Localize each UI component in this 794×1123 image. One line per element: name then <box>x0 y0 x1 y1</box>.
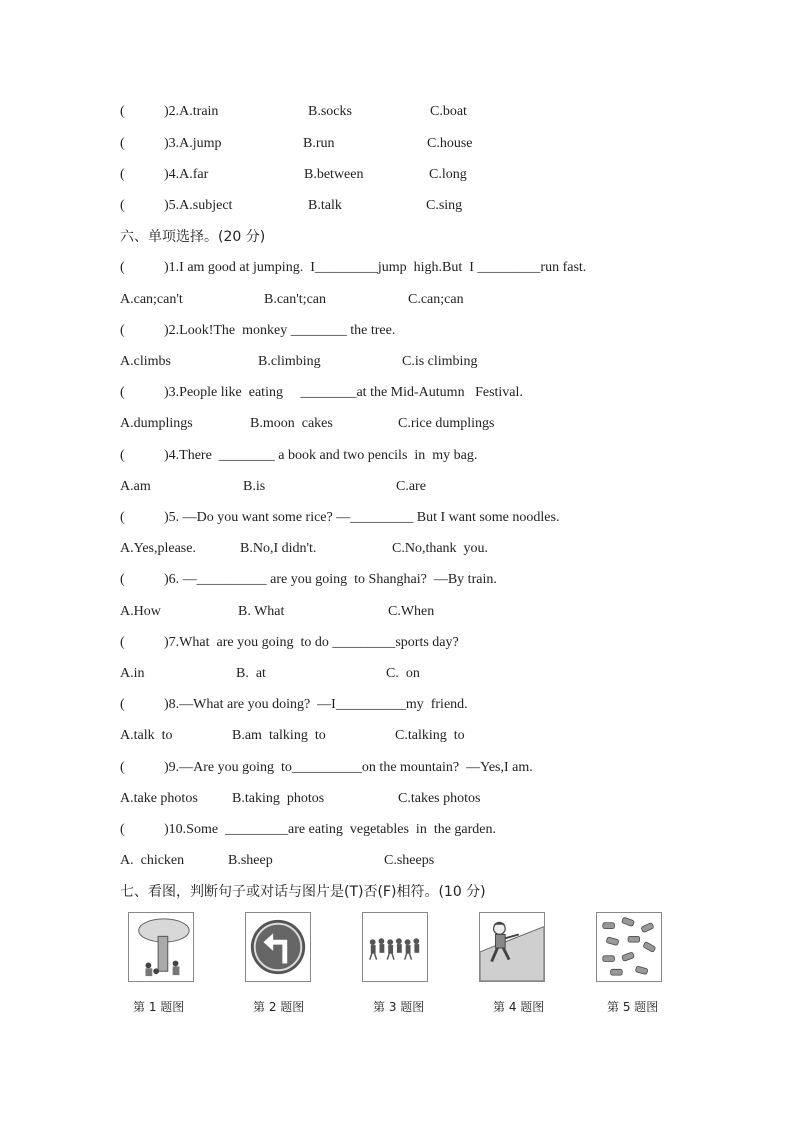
option-c: C.are <box>396 479 426 494</box>
option-c: C.talking to <box>395 728 465 743</box>
picture-1 <box>128 912 194 982</box>
option-a: A.am <box>120 479 151 494</box>
answer-bracket[interactable]: ( <box>120 385 125 400</box>
section7-title: 七、看图，判断句子或对话与图片是(T)否(F)相符。(10 分) <box>120 884 486 900</box>
option-c: C.sheeps <box>384 853 435 868</box>
tree-children-icon <box>129 913 193 981</box>
picture-5-caption: 第 5 题图 <box>607 1000 659 1014</box>
answer-bracket[interactable]: ( <box>120 260 125 275</box>
children-running-icon <box>363 913 427 981</box>
answer-bracket[interactable]: ( <box>120 697 125 712</box>
option-a: )2.A.train <box>164 104 219 119</box>
option-c: C.boat <box>430 104 467 119</box>
question-text: )4.There ________ a book and two pencils in my bag. <box>164 448 478 463</box>
question-text: )5. —Do you want some rice? —_________ But I want some noodles. <box>164 510 560 525</box>
option-b: B.between <box>304 167 364 182</box>
picture-2-caption: 第 2 题图 <box>253 1000 305 1014</box>
option-a: A.talk to <box>120 728 173 743</box>
option-b: B. at <box>236 666 266 681</box>
picture-5 <box>596 912 662 982</box>
answer-bracket[interactable]: ( <box>120 198 125 213</box>
option-b: B. What <box>238 604 285 619</box>
answer-bracket[interactable]: ( <box>120 448 125 463</box>
question-text: )7.What are you going to do _________sports day? <box>164 635 459 650</box>
answer-bracket[interactable]: ( <box>120 323 125 338</box>
option-b: B.talk <box>308 198 342 213</box>
boy-on-slope-icon <box>480 913 544 981</box>
answer-bracket[interactable]: ( <box>120 822 125 837</box>
picture-4-caption: 第 4 题图 <box>493 1000 545 1014</box>
answer-bracket[interactable]: ( <box>120 104 125 119</box>
option-a: )5.A.subject <box>164 198 233 213</box>
picture-1-caption: 第 1 题图 <box>133 1000 185 1014</box>
picture-4 <box>479 912 545 982</box>
answer-bracket[interactable]: ( <box>120 635 125 650</box>
answer-bracket[interactable]: ( <box>120 167 125 182</box>
option-c: C.When <box>388 604 435 619</box>
question-text: )8.—What are you doing? —I__________my friend. <box>164 697 468 712</box>
option-c: C.house <box>427 136 473 151</box>
candies-icon <box>597 913 661 981</box>
question-text: )3.People like eating ________at the Mid-Autumn Festival. <box>164 385 523 400</box>
answer-bracket[interactable]: ( <box>120 136 125 151</box>
option-b: B.can't;can <box>264 292 326 307</box>
option-b: B.taking photos <box>232 791 325 806</box>
option-c: C.long <box>429 167 467 182</box>
option-a: A.climbs <box>120 354 171 369</box>
section6-title: 六、单项选择。(20 分) <box>120 229 266 245</box>
option-b: B.No,I didn't. <box>240 541 317 556</box>
option-a: A.dumplings <box>120 416 193 431</box>
option-a: A.can;can't <box>120 292 183 307</box>
option-c: C.No,thank you. <box>392 541 489 556</box>
question-text: )6. —__________ are you going to Shanghai? —By train. <box>164 572 497 587</box>
answer-bracket[interactable]: ( <box>120 572 125 587</box>
option-a: A.Yes,please. <box>120 541 196 556</box>
option-b: B.am talking to <box>232 728 326 743</box>
option-c: C.rice dumplings <box>398 416 495 431</box>
question-text: )9.—Are you going to__________on the mountain? —Yes,I am. <box>164 760 533 775</box>
option-b: B.run <box>303 136 335 151</box>
option-c: C.can;can <box>408 292 464 307</box>
option-c: C. on <box>386 666 420 681</box>
picture-2 <box>245 912 311 982</box>
answer-bracket[interactable]: ( <box>120 510 125 525</box>
option-b: B.climbing <box>258 354 321 369</box>
question-text: )2.Look!The monkey ________ the tree. <box>164 323 396 338</box>
option-c: C.is climbing <box>402 354 478 369</box>
option-a: )4.A.far <box>164 167 209 182</box>
option-c: C.sing <box>426 198 463 213</box>
option-a: A. chicken <box>120 853 185 868</box>
answer-bracket[interactable]: ( <box>120 760 125 775</box>
option-a: A.take photos <box>120 791 198 806</box>
option-a: A.How <box>120 604 161 619</box>
picture-3-caption: 第 3 题图 <box>373 1000 425 1014</box>
question-text: )10.Some _________are eating vegetables in the garden. <box>164 822 497 837</box>
option-b: B.is <box>243 479 266 494</box>
picture-3 <box>362 912 428 982</box>
option-a: A.in <box>120 666 145 681</box>
turn-left-sign-icon <box>246 913 310 981</box>
option-c: C.takes photos <box>398 791 481 806</box>
option-b: B.socks <box>308 104 352 119</box>
question-text: )1.I am good at jumping. I_________jump high.But I _________run fast. <box>164 260 587 275</box>
option-a: )3.A.jump <box>164 136 222 151</box>
option-b: B.moon cakes <box>250 416 333 431</box>
option-b: B.sheep <box>228 853 273 868</box>
